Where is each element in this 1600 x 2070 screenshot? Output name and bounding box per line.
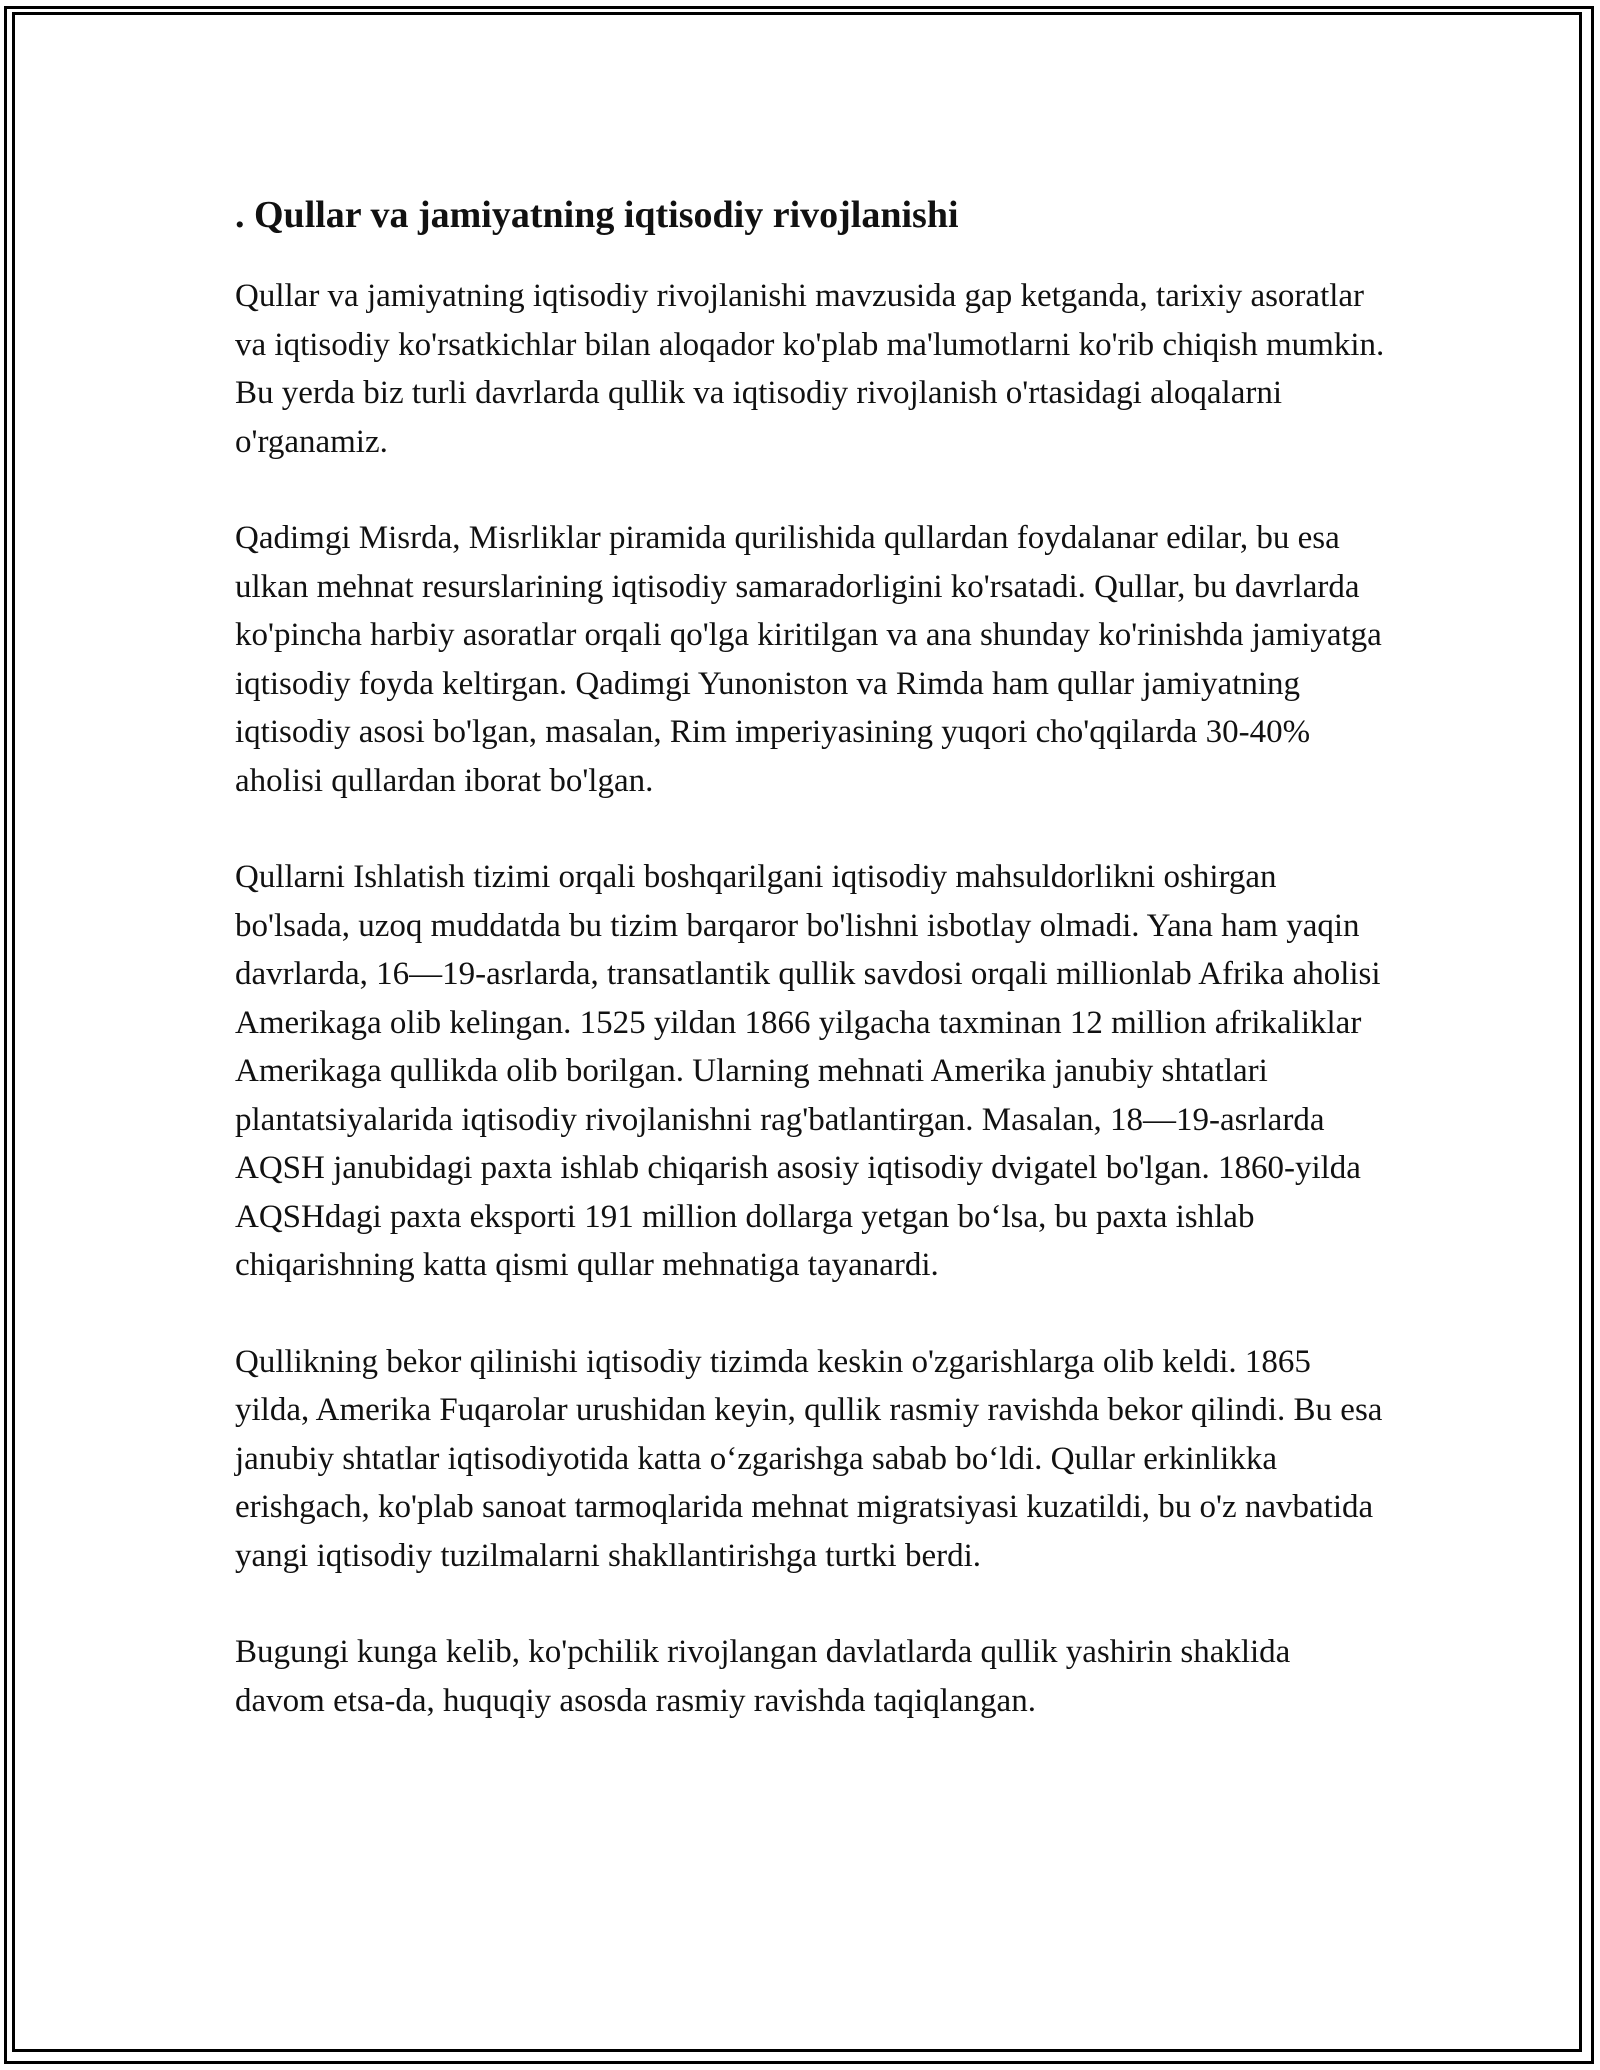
document-body [235, 188, 1385, 1773]
paragraph-abolition: Qullikning bekor qilinishi iqtisodiy tizimda keskin o'zgarishlarga olib keldi. 1865 yilda, Amerika Fuqarolar urushidan keyin, qullik rasmiy ravishda bekor qilindi. Bu esa janubiy shtatlar iqtisodiyotida katta o‘zgarishga sabab bo‘ldi. Qullar erkinlikka erishgach, ko'plab sanoat tarmoqlarida mehnat migratsiyasi kuzatildi, bu o'z navbatida yangi iqtisodiy tuzilmalarni shakllantirishga turtki berdi. [235, 1343, 1383, 1574]
paragraph-transatlantic-trade: Qullarni Ishlatish tizimi orqali boshqarilgani iqtisodiy mahsuldorlikni oshirgan bo'lsada, uzoq muddatda bu tizim barqaror bo'lishni isbotlay olmadi. Yana ham yaqin davrlarda, 16—19-asrlarda, transatlantik qullik savdosi orqali millionlab Afrika aholisi Amerikaga olib kelingan. 1525 yildan 1866 yilgacha taxminan 12 million afrikaliklar Amerikaga qullikda olib borilgan. Ularning mehnati Amerika janubiy shtatlari plantatsiyalarida iqtisodiy rivojlanishni rag'batlantirgan. Masalan, 18—19-asrlarda AQSH janubidagi paxta ishlab chiqarish asosiy iqtisodiy dvigatel bo'lgan. 1860-yilda AQSHdagi paxta eksporti 191 million dollarga yetgan bo‘lsa, bu paxta ishlab chiqarishning katta qismi qullar mehnatiga tayanardi. [235, 859, 1381, 1283]
paragraph-intro: Qullar va jamiyatning iqtisodiy rivojlanishi mavzusida gap ketganda, tarixiy asoratlar va iqtisodiy ko'rsatkichlar bilan aloqador ko'plab ma'lumotlarni ko'rib chiqish mumkin. Bu yerda biz turli davrlarda qullik va iqtisodiy rivojlanish o'rtasidagi aloqalarni o'rganamiz. [235, 278, 1385, 460]
paragraph-today: Bugungi kunga kelib, ko'pchilik rivojlangan davlatlarda qullik yashirin shaklida davom etsa-da, huquqiy asosda rasmiy ravishda taqiqlangan. [235, 1634, 1291, 1719]
document-title: . Qullar va jamiyatning iqtisodiy rivojlanishi [235, 194, 959, 236]
paragraph-ancient-egypt: Qadimgi Misrda, Misrliklar piramida qurilishida qullardan foydalanar edilar, bu esa ulkan mehnat resurslarining iqtisodiy samaradorligini ko'rsatadi. Qullar, bu davrlarda ko'pincha harbiy asoratlar orqali qo'lga kiritilgan va ana shunday ko'rinishda jamiyatga iqtisodiy foyda keltirgan. Qadimgi Yunoniston va Rimda ham qullar jamiyatning iqtisodiy asosi bo'lgan, masalan, Rim imperiyasining yuqori cho'qqilarda 30-40% aholisi qullardan iborat bo'lgan. [235, 520, 1382, 799]
